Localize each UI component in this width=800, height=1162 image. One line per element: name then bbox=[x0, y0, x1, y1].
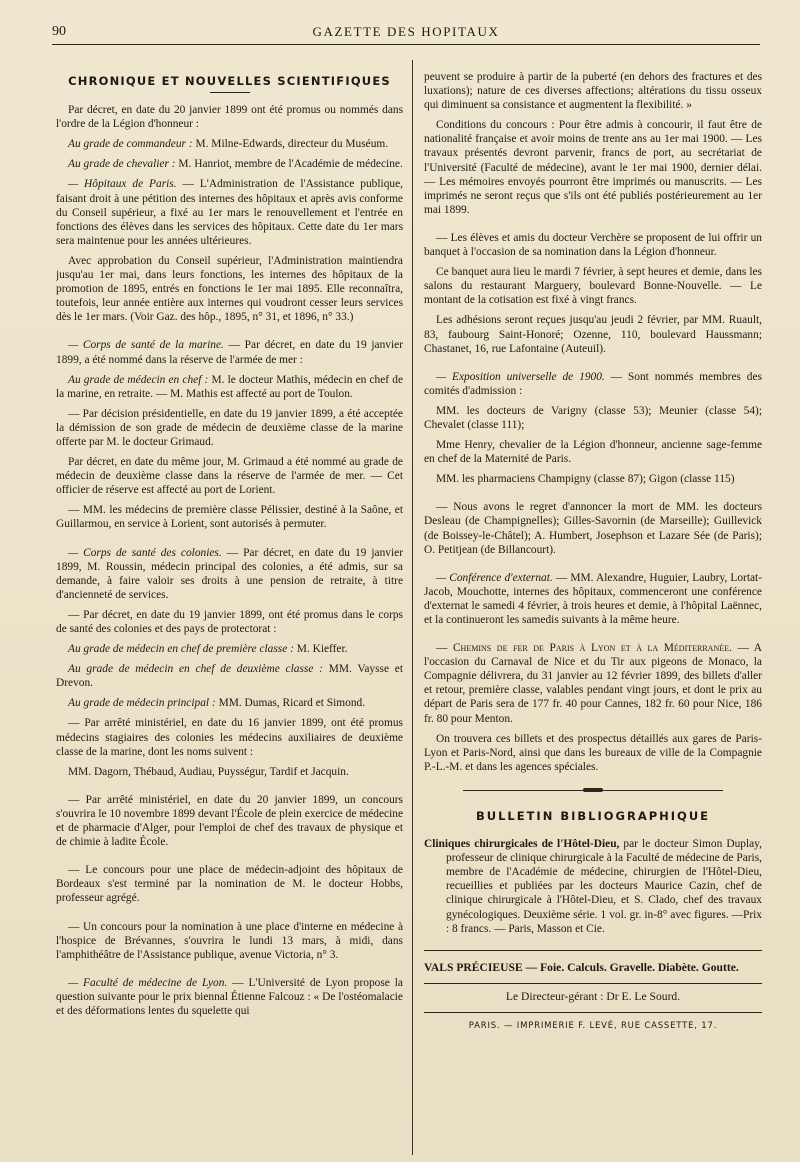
paragraph: Les adhésions seront reçues jusqu'au jeudi 2 février, par MM. Ruault, 83, faubourg Saint-Honoré; Ozenne, 110, boulevard Haussmann; Chastanet, 16, rue Lafontaine (Auteuil). bbox=[424, 314, 762, 355]
paragraph: — Faculté de médecine de Lyon. — L'Université de Lyon propose la question suivante pour le prix biennal Étienne Falcouz : « De l'ostéomalacie et des déformations lentes du squelette qui bbox=[56, 976, 403, 1017]
section-title-bibliographique: BULLETIN BIBLIOGRAPHIQUE bbox=[475, 808, 711, 823]
paragraph: Avec approbation du Conseil supérieur, l'Administration maintiendra jusqu'au 1er mai, dans leurs fonctions, les internes des hôpitaux de la promotion de 1895, entrés en fonctions le 1er mai 1895. Elle reconnaîtra, toutefois, leur année entière aux internes qui voudront cesser leurs services dès le 1er mars. (Voir Gaz. des hôp., 1895, n° 31, et 1896, n° 33.) bbox=[56, 254, 403, 324]
divider bbox=[424, 983, 762, 984]
paragraph: — Exposition universelle de 1900. — Sont nommés membres des comités d'admission : bbox=[424, 370, 762, 397]
ornament-divider bbox=[463, 790, 723, 791]
biblio-entry: Cliniques chirurgicales de l'Hôtel-Dieu, par le docteur Simon Duplay, professeur de clinique chirurgicale à la Faculté de médecine de Paris, membre de l'Académie de médecine, chirurgien de l'Hôtel-Dieu, recueillies et publiées par les docteurs Maurice Cazin, chef de clinique chirurgicale à l'Hôtel-Dieu, et S. Clado, chef des travaux gynécologiques. Deuxième série. 1 vol. gr. in-8° avec figures. —Prix : 8 francs. — Paris, Masson et Cie. bbox=[424, 838, 762, 935]
director-signature: Le Directeur-gérant : Dr E. Le Sourd. bbox=[505, 989, 681, 1003]
paragraph: Conditions du concours : Pour être admis à concourir, il faut être de nationalité française et avoir moins de trente ans au 1er mai 1900. — Les travaux présentés devront parvenir, francs de port, au secrétariat de l'Université (Faculté de médecine), avant le 1er mai 1900, dernier délai. — Les mémoires envoyés pourront être imprimés ou manuscrits. — Les imprimés ne seront reçus que s'ils ont été publiés postérieurement au 1er mai 1899. bbox=[424, 119, 762, 216]
paragraph: On trouvera ces billets et des prospectus détaillés aux gares de Paris-Lyon et Paris-Nord, ainsi que dans les bureaux de ville de la Compagnie P.-L.-M. et dans les agences spéciales. bbox=[424, 732, 762, 773]
paragraph: — Par arrêté ministériel, en date du 20 janvier 1899, un concours s'ouvrira le 10 novembre 1899 devant l'École de plein exercice de médecine et de pharmacie d'Alger, pour l'emploi de chef des travaux de physique et de chimie à ladite École. bbox=[56, 793, 403, 849]
section-title-chronique: CHRONIQUE ET NOUVELLES SCIENTIFIQUES bbox=[68, 74, 391, 88]
paragraph: — Le concours pour une place de médecin-adjoint des hôpitaux de Bordeaux s'est terminé par la nomination de M. le docteur Hobbs, professeur agrégé. bbox=[56, 864, 403, 905]
page-number: 90 bbox=[52, 24, 66, 39]
divider bbox=[424, 1012, 762, 1013]
advertisement-vals: VALS PRÉCIEUSE — Foie. Calculs. Gravelle. Diabète. Goutte. bbox=[424, 960, 739, 974]
paragraph: — Hôpitaux de Paris. — L'Administration de l'Assistance publique, faisant droit à une pétition des internes des hôpitaux et après avis conforme du Conseil supérieur, a fixé au 1er mars le renouvellement et l'entrée en fonctions des élèves dans les services des hôpitaux. Cette date du 1er mars sera maintenue pour les années ultérieures. bbox=[56, 178, 403, 247]
paragraph: Au grade de médecin en chef de première classe : M. Kieffer. bbox=[68, 643, 348, 656]
paragraph: MM. Dagorn, Thébaud, Audiau, Puysségur, Tardif et Jacquin. bbox=[68, 765, 349, 778]
paragraph: Au grade de commandeur : M. Milne-Edwards, directeur du Muséum. bbox=[68, 138, 389, 151]
paragraph: — Conférence d'externat. — MM. Alexandre, Huguier, Laubry, Lortat-Jacob, Mouchotte, internes des hôpitaux, commenceront une conférence d'externat le samedi 4 février, à trois heures et demie, à l'hôpital Laënnec, et la continueront les samedis suivants à la même heure. bbox=[424, 571, 762, 626]
paragraph: — Par arrêté ministériel, en date du 16 janvier 1899, ont été promus médecins stagiaires des colonies les médecins auxiliaires de deuxième classe de la marine, dont les noms suivent : bbox=[56, 717, 403, 758]
page-header bbox=[52, 22, 760, 45]
paragraph: — Par décret, en date du 19 janvier 1899, ont été promus dans le corps de santé des colonies et des pays de protectorat : bbox=[56, 608, 403, 635]
paragraph: Par décret, en date du même jour, M. Grimaud a été nommé au grade de médecin de deuxième classe dans la réserve de l'armée de mer. — Cet officier de réserve est affecté au port de Lorient. bbox=[56, 456, 403, 497]
paragraph: — Nous avons le regret d'annoncer la mort de MM. les docteurs Desleau (de Champignelles); Gilles-Savornin (de Marseille); Guillevick (de Boissey-le-Châtel); A. Humbert, Josephson et Lazare Sée (de Paris); O. Petitjean (de Billancourt). bbox=[424, 501, 762, 556]
paragraph: Mme Henry, chevalier de la Légion d'honneur, ancienne sage-femme en chef de la Maternité de Paris. bbox=[424, 439, 762, 466]
paragraph: — Chemins de fer de Paris à Lyon et à la Méditerranée. — A l'occasion du Carnaval de Nice et du Tir aux pigeons de Monaco, la Compagnie délivrera, du 31 janvier au 12 février 1899, des billets d'aller et retour, première classe, valables pendant vingt jours, et dont le prix au départ de Paris sera de 177 fr. 40 pour Cannes, 182 fr. 60 pour Nice, 186 fr. 80 pour Menton. bbox=[424, 642, 762, 725]
paragraph: — Par décision présidentielle, en date du 19 janvier 1899, a été acceptée la démission de son grade de médecin de deuxième classe de la marine offerte par M. le docteur Grimaud. bbox=[56, 407, 403, 448]
paragraph: — Corps de santé des colonies. — Par décret, en date du 19 janvier 1899, M. Roussin, médecin principal des colonies, a été admis, sur sa demande, à faire valoir ses droits à une pension de retraite, à titre d'ancienneté de services. bbox=[56, 546, 403, 601]
paragraph: MM. les pharmaciens Champigny (classe 87); Gigon (classe 115) bbox=[436, 473, 735, 486]
right-column bbox=[424, 70, 762, 1160]
gazette-title: GAZETTE DES HOPITAUX bbox=[312, 24, 500, 39]
left-column bbox=[56, 64, 403, 1154]
paragraph: — Un concours pour la nomination à une place d'interne en médecine à l'hospice de Brévannes, s'ouvrira le lundi 13 mars, à midi, dans l'amphithéâtre de l'Assistance publique, avenue Victoria, n° 3. bbox=[56, 920, 403, 961]
paragraph: Au grade de médecin en chef de deuxième classe : MM. Vaysse et Drevon. bbox=[56, 663, 403, 690]
paragraph: MM. les docteurs de Varigny (classe 53); Meunier (classe 54); Chevalet (classe 111); bbox=[424, 404, 762, 431]
paragraph: Au grade de médecin principal : MM. Dumas, Ricard et Simond. bbox=[68, 697, 366, 710]
title-rule bbox=[210, 92, 250, 93]
paragraph: Par décret, en date du 20 janvier 1899 ont été promus ou nommés dans l'ordre de la Légion d'honneur : bbox=[56, 104, 403, 131]
paragraph: Au grade de chevalier : M. Hanriot, membre de l'Académie de médecine. bbox=[68, 158, 403, 171]
paragraph: — MM. les médecins de première classe Pélissier, destiné à la Saône, et Guillarmou, en service à Lorient, sont autorisés à permuter. bbox=[56, 504, 403, 531]
paragraph: Ce banquet aura lieu le mardi 7 février, à sept heures et demie, dans les salons du restaurant Marguery, boulevard Bonne-Nouvelle. — Le montant de la cotisation est fixé à vingt francs. bbox=[424, 266, 762, 307]
paragraph: peuvent se produire à partir de la puberté (en dehors des fractures et des luxations); nature de ces diverses affections; altérations du tissu osseux qui diminuent sa consistance et augmentent la flexibilité. » bbox=[424, 71, 762, 112]
paragraph: — Les élèves et amis du docteur Verchère se proposent de lui offrir un banquet à l'occasion de sa nomination dans la Légion d'honneur. bbox=[424, 231, 762, 259]
printer-line: PARIS. — IMPRIMERIE F. LEVÉ, RUE CASSETTE, 17. bbox=[468, 1020, 718, 1031]
column-separator bbox=[412, 60, 413, 1155]
paragraph: Au grade de médecin en chef : M. le docteur Mathis, médecin en chef de la marine, en retraite. — M. Mathis est affecté au port de Toulon. bbox=[56, 373, 403, 400]
paragraph: — Corps de santé de la marine. — Par décret, en date du 19 janvier 1899, a été nommé dans la réserve de l'armée de mer : bbox=[56, 339, 403, 366]
divider bbox=[424, 950, 762, 951]
